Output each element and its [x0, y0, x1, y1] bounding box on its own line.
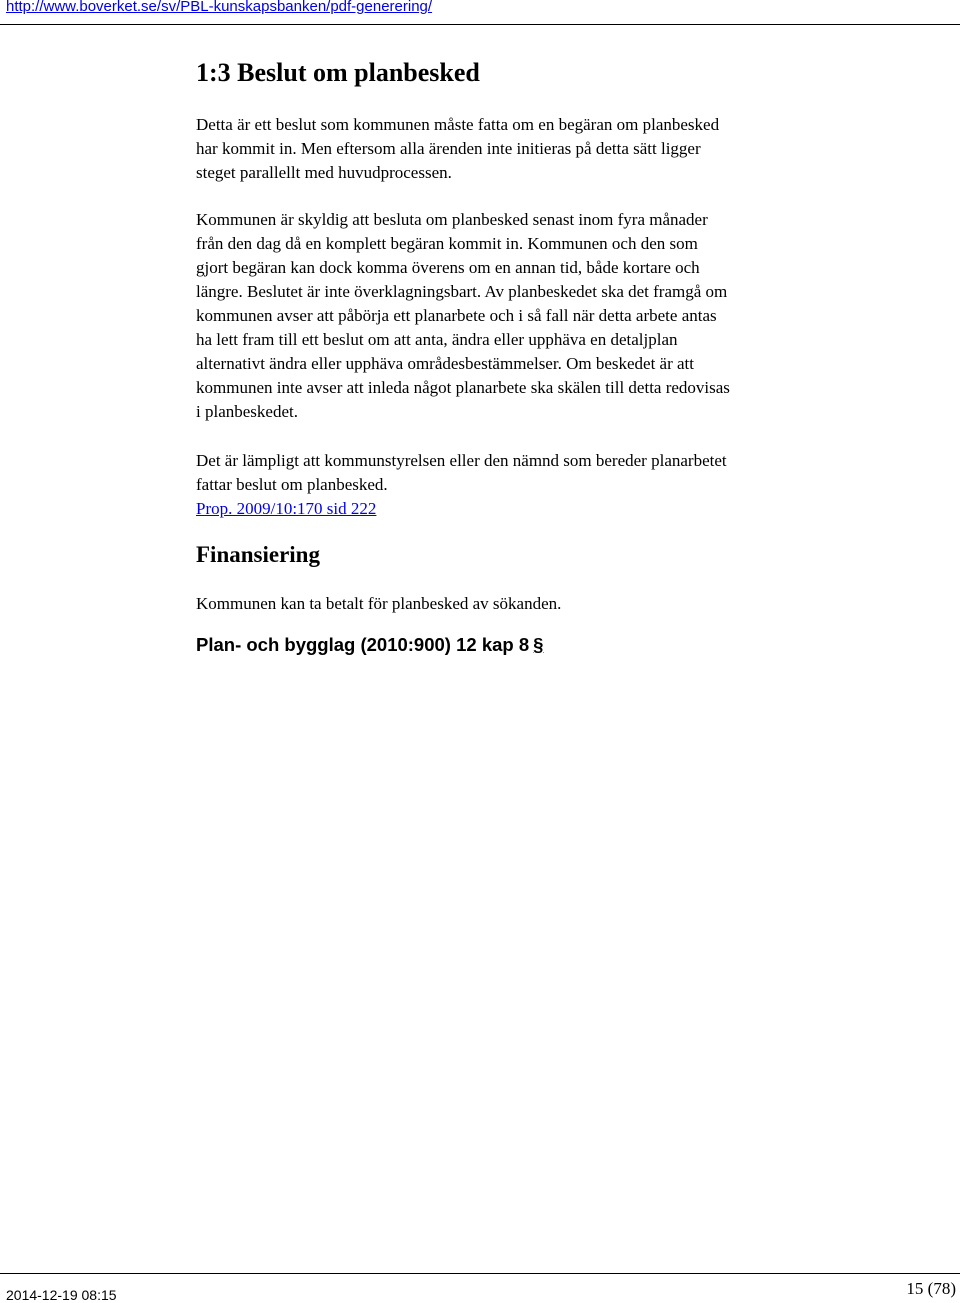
text-line: har kommit in. Men eftersom alla ärenden inte initieras på detta sätt ligger [196, 139, 701, 158]
proposition-reference-link[interactable]: Prop. 2009/10:170 sid 222 [196, 499, 377, 518]
paragraph-symbol-icon[interactable]: § [533, 634, 544, 655]
law-reference-text: Plan- och bygglag (2010:900) 12 kap 8 [196, 634, 530, 655]
page-url-link[interactable]: http://www.boverket.se/sv/PBL-kunskapsbanken/pdf-generering/ [6, 0, 433, 15]
text-line: ha lett fram till ett beslut om att anta, ändra eller upphäva en detaljplan [196, 330, 678, 349]
page-title: 1:3 Beslut om planbesked [196, 58, 480, 87]
text-line: fattar beslut om planbesked. [196, 475, 388, 494]
text-line: alternativt ändra eller upphäva områdesbestämmelser. Om beskedet är att [196, 354, 694, 373]
financing-paragraph: Kommunen kan ta betalt för planbesked av sökanden. [196, 594, 562, 613]
page-number: 15 (78) [906, 1279, 956, 1298]
text-line: längre. Beslutet är inte överklagningsbart. Av planbeskedet ska det framgå om [196, 282, 728, 301]
text-line: från den dag då en komplett begäran kommit in. Kommunen och den som [196, 234, 698, 253]
text-line: i planbeskedet. [196, 402, 298, 421]
text-line: Detta är ett beslut som kommunen måste fatta om en begäran om planbesked [196, 115, 720, 134]
law-reference-heading [196, 632, 543, 658]
text-line: kommunen avser att påbörja ett planarbete och i så fall när detta arbete antas [196, 306, 717, 325]
text-line: kommunen inte avser att inleda något planarbete ska skälen till detta redovisas [196, 378, 730, 397]
text-line: gjort begäran kan dock komma överens om en annan tid, både kortare och [196, 258, 700, 277]
section-heading-finansiering: Finansiering [196, 542, 320, 567]
text-line: Kommunen är skyldig att besluta om planbesked senast inom fyra månader [196, 210, 708, 229]
intro-paragraph [196, 113, 776, 185]
decision-paragraph [196, 208, 776, 424]
text-line: Det är lämpligt att kommunstyrelsen eller den nämnd som bereder planarbetet [196, 451, 727, 470]
recommendation-paragraph [196, 449, 776, 497]
footer-timestamp: 2014-12-19 08:15 [6, 1287, 117, 1303]
footer-divider [0, 1273, 960, 1274]
header-divider [0, 24, 960, 25]
text-line: steget parallellt med huvudprocessen. [196, 163, 452, 182]
